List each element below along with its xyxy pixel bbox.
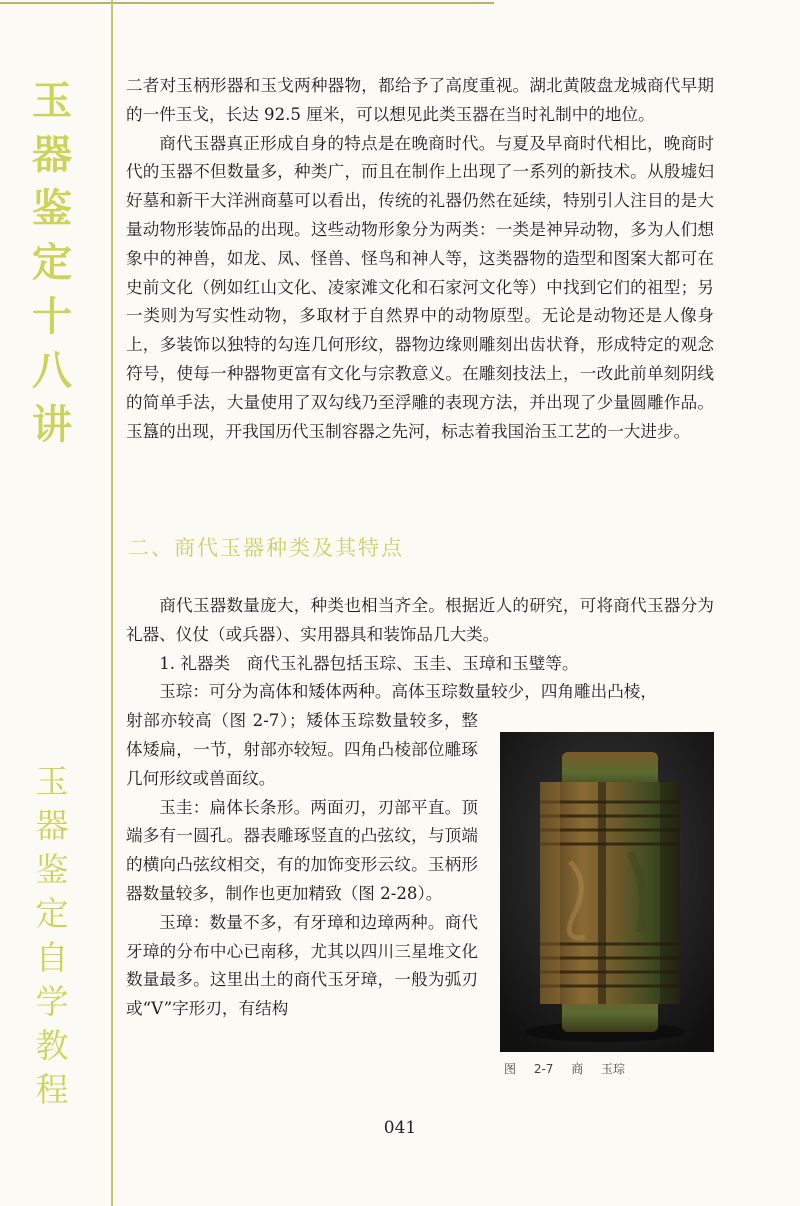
paragraph: 玉圭：扁体长条形。两面刃，刃部平直。顶端多有一圆孔。器表雕琢竖直的凸弦纹，与顶端的横向凸弦纹相交，有的加饰变形云纹。玉柄形器数量较多，制作也更加精致（图 2-28）。 xyxy=(126,797,478,903)
paragraph: 玉琮：可分为高体和矮体两种。高体玉琮数量较少，四角雕出凸棱， xyxy=(159,682,657,702)
figure-caption: 图 2-7 商 玉琮 xyxy=(504,1062,626,1076)
top-rule xyxy=(0,2,494,4)
page-number: 041 xyxy=(383,1118,417,1138)
series-title-vertical: 玉 器 鉴 定 自 学 教 程 xyxy=(35,762,69,1109)
margin-rule xyxy=(111,0,113,1206)
book-title-vertical: 玉 器 鉴 定 十 八 讲 xyxy=(32,77,72,448)
paragraph: 射部亦较高（图 2-7）；矮体玉琮数量较多，整体矮扁，一节，射部亦较短。四角凸棱部位雕琢几何形纹或兽面纹。 xyxy=(126,711,478,788)
paragraph: 商代玉器数量庞大，种类也相当齐全。根据近人的研究，可将商代玉器分为礼器、仪仗（或兵器）、实用器具和装饰品几大类。 xyxy=(126,596,714,644)
text-block-upper xyxy=(126,72,714,446)
paragraph: 玉璋：数量不多，有牙璋和边璋两种。商代牙璋的分布中心已南移，尤其以四川三星堆文化数量最多。这里出土的商代玉牙璋，一般为弧刃或“V”字形刃，有结构 xyxy=(126,912,478,1019)
jade-cong-photo xyxy=(500,732,714,1052)
paragraph: 1. 礼器类 商代玉礼器包括玉琮、玉圭、玉璋和玉璧等。 xyxy=(159,653,579,673)
paragraph: 二者对玉柄形器和玉戈两种器物，都给予了高度重视。湖北黄陂盘龙城商代早期的一件玉戈，长达 92.5 厘米，可以想见此类玉器在当时礼制中的地位。 xyxy=(126,76,714,124)
paragraph: 商代玉器真正形成自身的特点是在晚商时代。与夏及早商时代相比，晚商时代的玉器不但数量多，种类广，而且在制作上出现了一系列的新技术。从殷墟妇好墓和新干大洋洲商墓可以看出，传统的礼器仍然在延续，特别引人注目的是大量动物形装饰品的出现。这些动物形象分为两类：一类是神异动物，多为人们想象中的神兽，如龙、凤、怪兽、怪鸟和神人等，这类器物的造型和图案大都可在史前文化（例如红山文化、凌家滩文化和石家河文化等）中找到它们的祖型；另一类则为写实性动物，多取材于自然界中的动物原型。无论是动物还是人像身上，多装饰以独特的勾连几何形纹，器物边缘则雕刻出齿状脊，形成特定的观念符号，使每一种器物更富有文化与宗教意义。在雕刻技法上，一改此前单刻阴线的简单手法，大量使用了双勾线乃至浮雕的表现方法，并出现了少量圆雕作品。玉簋的出现，开我国历代玉制容器之先河，标志着我国治玉工艺的一大进步。 xyxy=(126,133,714,441)
section-heading: 二、商代玉器种类及其特点 xyxy=(128,536,404,560)
jade-cong-illustration xyxy=(500,732,714,1052)
